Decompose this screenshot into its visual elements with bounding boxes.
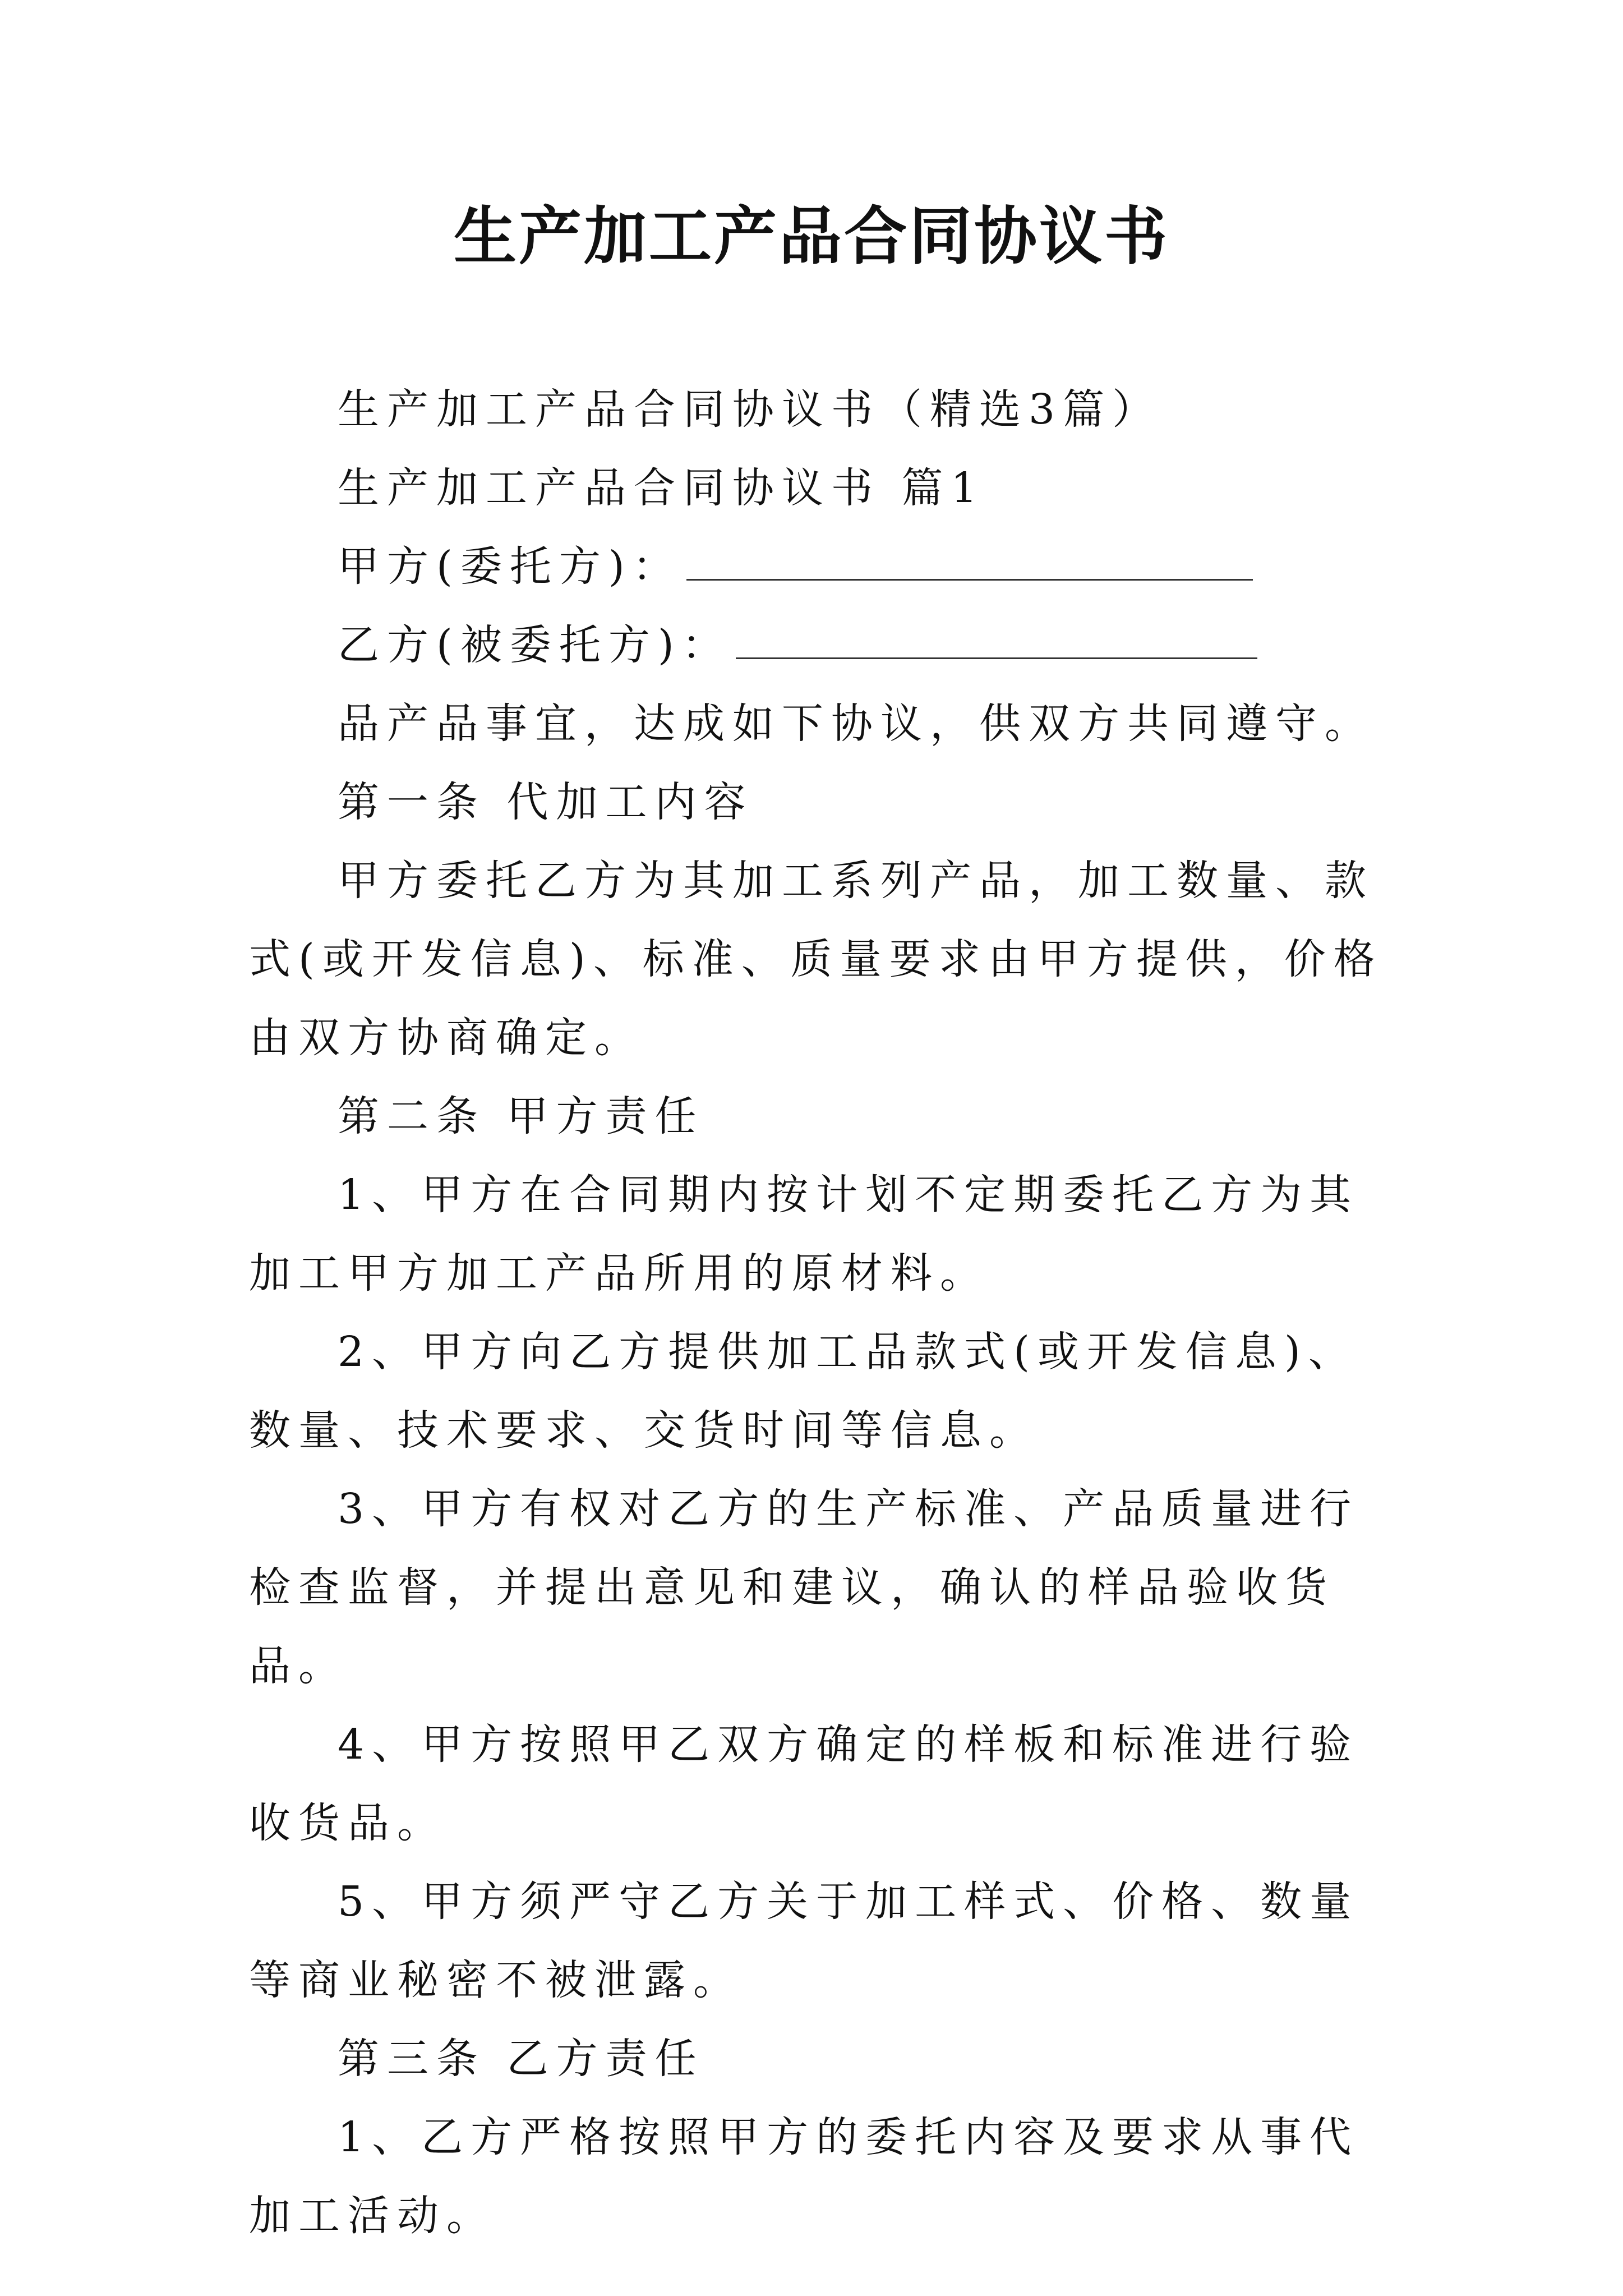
party-b-label: 乙方(被委托方)： [338,621,731,669]
article-2-item-4: 4、甲方按照甲乙双方确定的样板和标准进行验收货品。 [249,1720,1359,1847]
party-b-line [249,606,1391,684]
article-2-item-3: 3、甲方有权对乙方的生产标准、产品质量进行检查监督，并提出意见和建议，确认的样品验收货品。 [249,1485,1359,1690]
article-2-item-5: 5、甲方须严守乙方关于加工样式、价格、数量等商业秘密不被泄露。 [249,1878,1359,2004]
paragraph-subtitle: 生产加工产品合同协议书（精选3篇） [338,385,1162,434]
party-a-line [249,527,1391,606]
party-a-blank-line [686,545,1253,581]
article-2-item-2: 2、甲方向乙方提供加工品款式(或开发信息)、数量、技术要求、交货时间等信息。 [249,1328,1358,1455]
article-1-heading: 第一条 代加工内容 [338,778,754,826]
paragraph-intro: 品产品事宜，达成如下协议，供双方共同遵守。 [338,700,1374,748]
article-2-item-1: 1、甲方在合同期内按计划不定期委托乙方为其加工甲方加工产品所用的原材料。 [249,1171,1359,1297]
paragraph-section-heading: 生产加工产品合同协议书 篇1 [338,464,985,512]
party-b-blank-line [736,624,1257,659]
article-1-body: 甲方委托乙方为其加工系列产品，加工数量、款式(或开发信息)、标准、质量要求由甲方提供，价格由双方协商确定。 [249,857,1383,1062]
article-2-heading: 第二条 甲方责任 [338,1092,704,1140]
document-body [249,370,1391,2255]
article-3-item-1: 1、乙方严格按照甲方的委托内容及要求从事代加工活动。 [249,2113,1359,2240]
party-a-label: 甲方(委托方)： [338,542,682,591]
document-title: 生产加工产品合同协议书 [454,200,1169,273]
article-3-heading: 第三条 乙方责任 [338,2035,704,2083]
